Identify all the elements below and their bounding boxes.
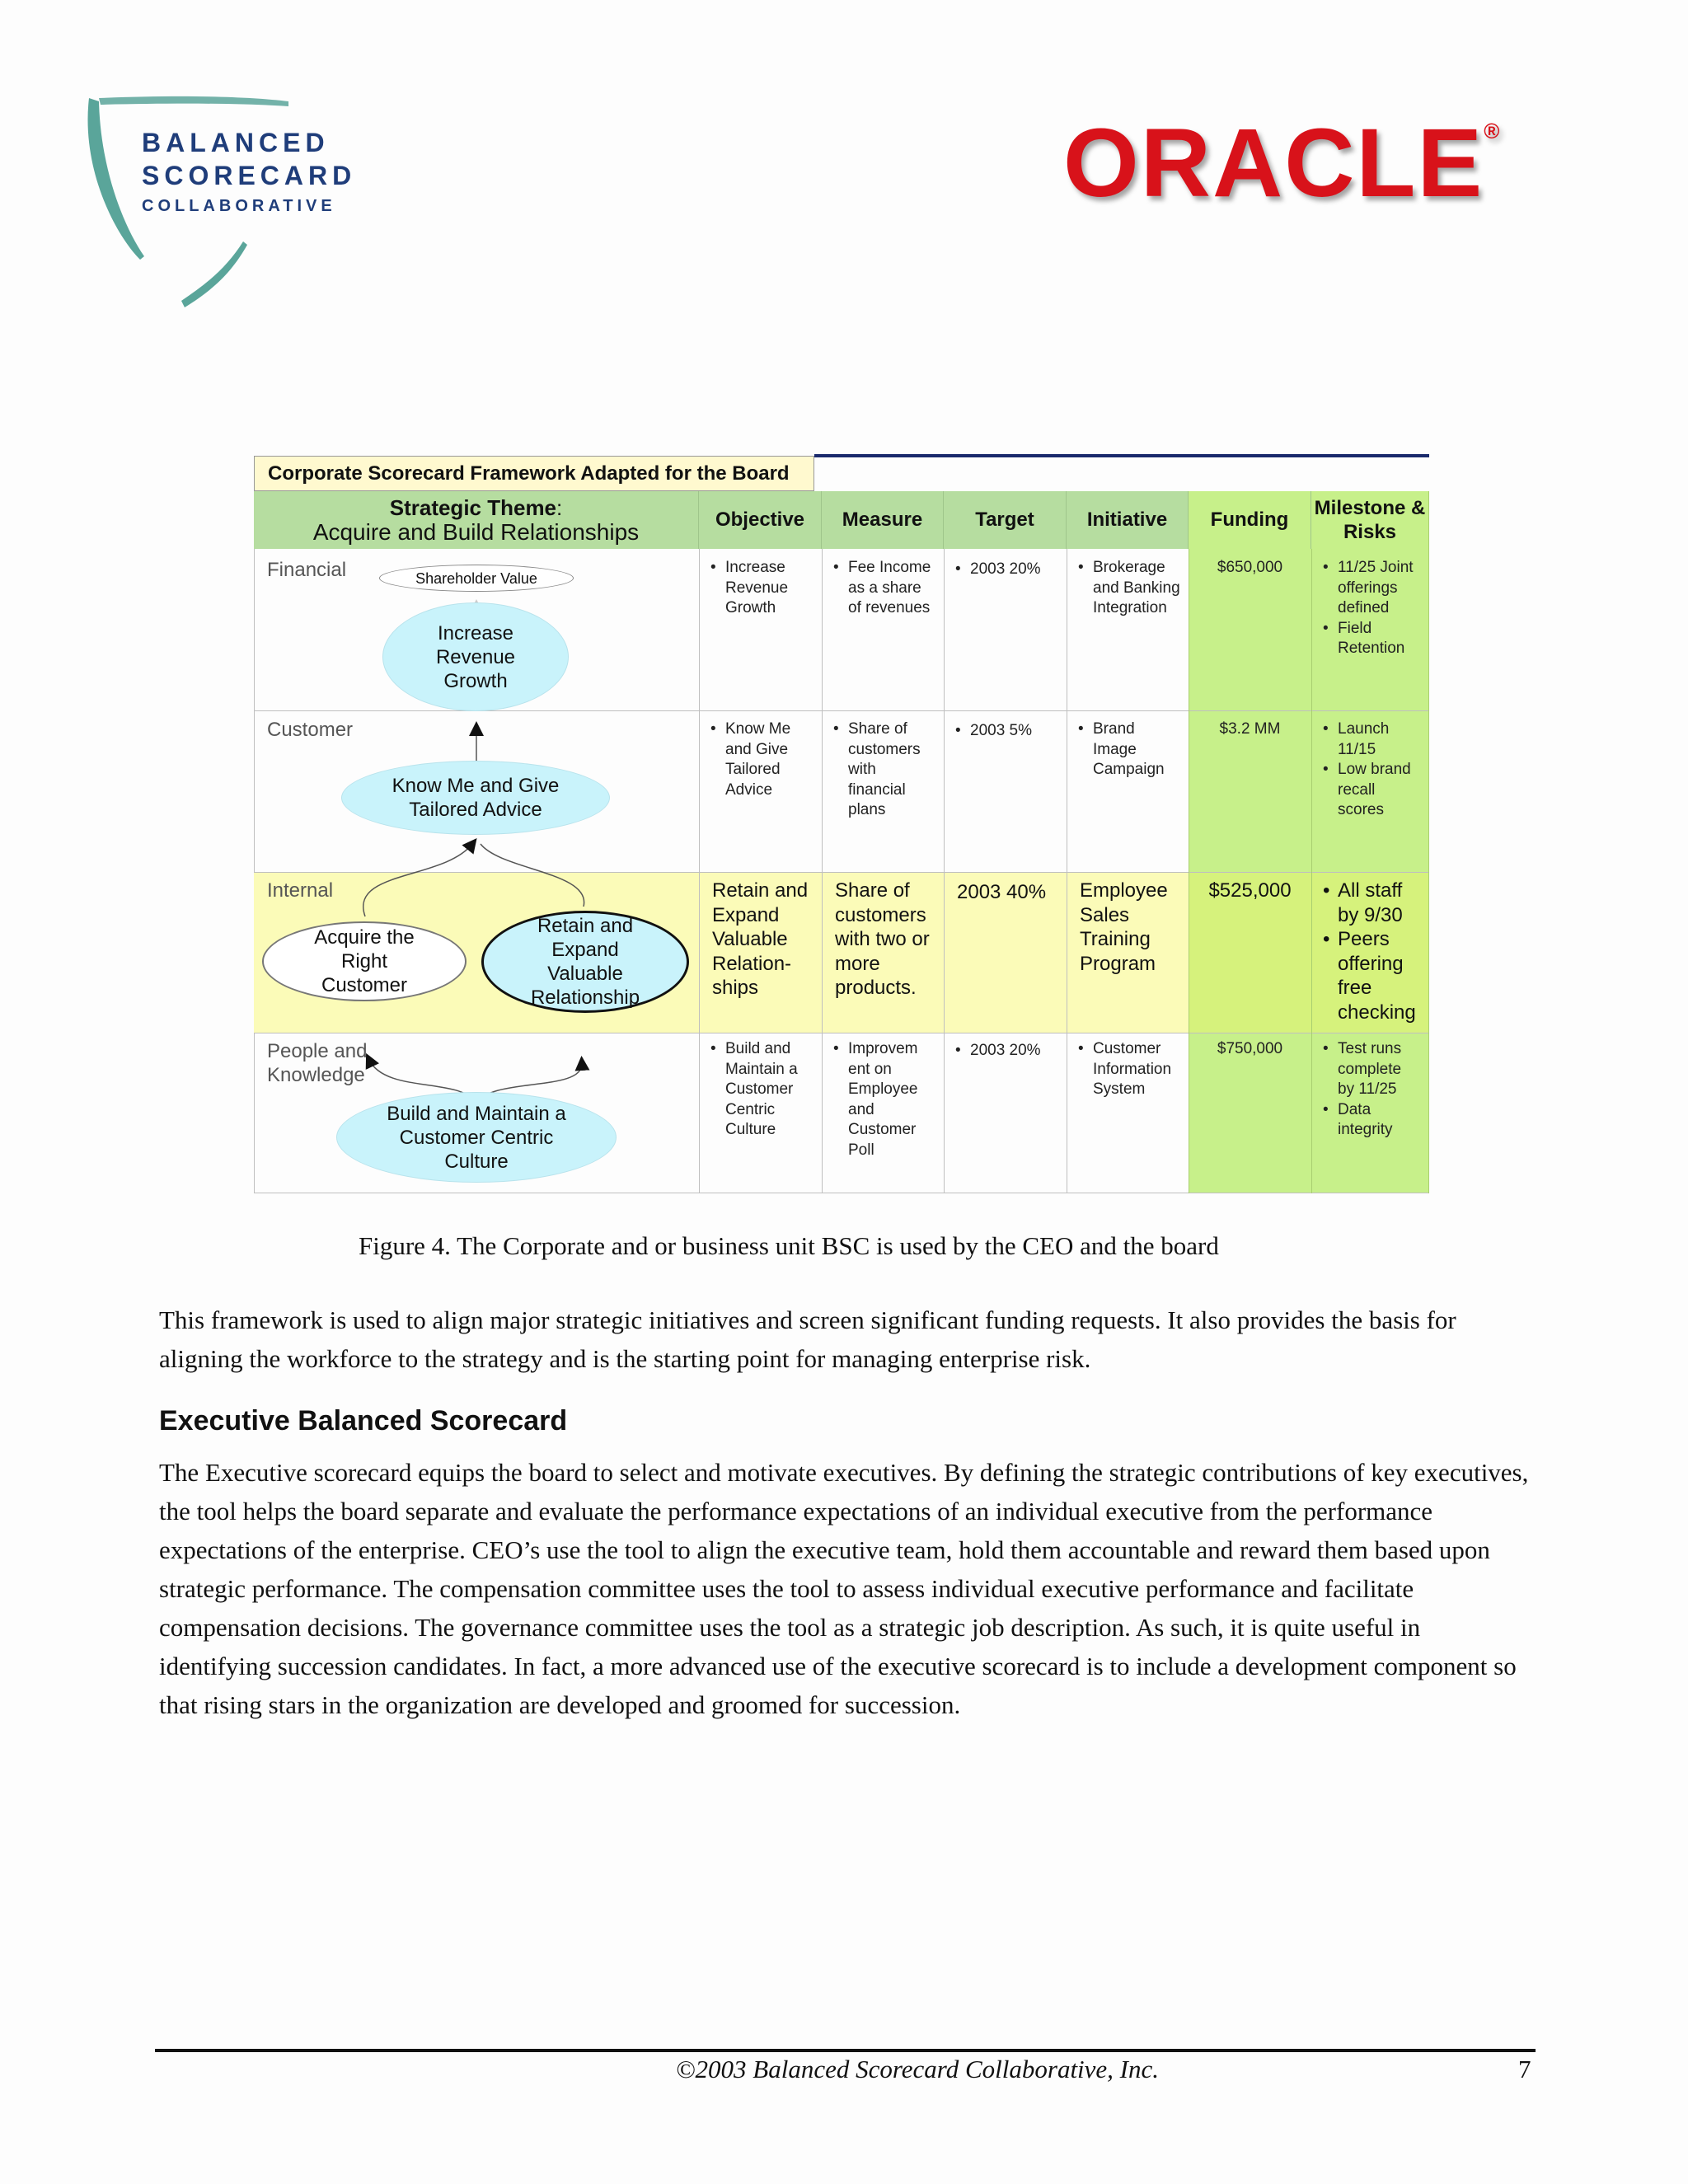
bsc-logo-line3: COLLABORATIVE bbox=[142, 197, 336, 215]
bsc-logo bbox=[82, 95, 363, 317]
body-paragraph-2: The Executive scorecard equips the board to select and motivate executives. By defining the strategic contributions of key executives, the tool helps the board separate and evaluate the performance expectations of an individual executive from the performance expectations of the enterprise. CEO’s use the tool to align the executive team, hold them accountable and reward them based upon strategic performance. The compensation committee uses the tool to assess individual executive performance and facilitate compensation decisions. The governance committee uses the tool as a strategic job description. As such, it is quite useful in identifying succession candidates. In fact, a more advanced use of the executive scorecard is to include a development component so that rising stars in the organization are developed and groomed for succession. bbox=[159, 1458, 1529, 1719]
oracle-logo-text: ORACLE bbox=[1063, 109, 1484, 218]
col-objective: Objective bbox=[699, 491, 822, 549]
row1-milestones: • 11/25 Joint offerings defined • Field Retention bbox=[1323, 558, 1422, 659]
scorecard-figure bbox=[254, 456, 1437, 1193]
bsc-logo-line1: BALANCED bbox=[142, 128, 330, 157]
col-milestones: Milestone & Risks bbox=[1311, 491, 1429, 549]
row4-initiative: • Customer Information System bbox=[1078, 1039, 1182, 1100]
shareholder-value-node: Shareholder Value bbox=[379, 565, 574, 592]
footer-copyright: ©2003 Balanced Scorecard Collaborative, Inc. bbox=[676, 2055, 1160, 2083]
col-divider bbox=[699, 549, 700, 1193]
figure-caption: Figure 4. The Corporate and or business unit BSC is used by the CEO and the board bbox=[359, 1231, 1219, 1260]
increase-revenue-node: Increase Revenue Growth bbox=[382, 602, 569, 711]
build-culture-node: Build and Maintain a Customer Centric Culture bbox=[336, 1092, 617, 1183]
row1-target: • 2003 20% bbox=[955, 560, 1062, 580]
row3-initiative: Employee Sales Training Program bbox=[1080, 879, 1168, 975]
row2-objective: • Know Me and Give Tailored Advice bbox=[710, 719, 814, 800]
col-initiative: Initiative bbox=[1067, 491, 1189, 549]
row3-funding: $525,000 bbox=[1208, 879, 1292, 902]
row4-objective: • Build and Maintain a Customer Centric Culture bbox=[710, 1039, 814, 1141]
theme-label: Strategic Theme bbox=[389, 495, 557, 520]
section-heading: Executive Balanced Scorecard bbox=[159, 1405, 568, 1436]
know-me-node: Know Me and Give Tailored Advice bbox=[341, 761, 610, 835]
row4-measure: • Improvem ent on Employee and Customer Poll bbox=[833, 1039, 937, 1160]
row2-initiative: • Brand Image Campaign bbox=[1078, 719, 1182, 780]
row2-target: • 2003 5% bbox=[955, 721, 1062, 742]
row3-target: 2003 40% bbox=[957, 881, 1047, 903]
bsc-logo-line2: SCORECARD bbox=[142, 161, 357, 190]
row1-measure: • Fee Income as a share of revenues bbox=[833, 558, 937, 619]
col-divider bbox=[1311, 549, 1312, 1193]
body-paragraph-1: This framework is used to align major strategic initiatives and screen significant funding requests. It also provides the basis for aligning the workforce to the strategy and is the starting point for managing enterprise risk. bbox=[159, 1305, 1456, 1373]
figure-title: Corporate Scorecard Framework Adapted for the Board bbox=[254, 456, 814, 491]
perspective-people: People and Knowledge bbox=[267, 1040, 368, 1086]
row2-milestones: • Launch 11/15 • Low brand recall scores bbox=[1323, 719, 1422, 821]
col-divider bbox=[944, 549, 945, 1193]
theme-name: Acquire and Build Relationships bbox=[312, 519, 640, 545]
oracle-logo bbox=[1063, 107, 1501, 219]
row3-milestones: • All staff by 9/30 • Peers offering free checking bbox=[1323, 879, 1427, 1024]
row3-measure: Share of customers with two or more products. bbox=[835, 879, 930, 999]
theme-colon: : bbox=[556, 495, 563, 520]
col-funding: Funding bbox=[1189, 491, 1311, 549]
oracle-registered-mark: ® bbox=[1484, 119, 1502, 143]
perspective-internal: Internal bbox=[267, 879, 334, 902]
page-number: 7 bbox=[1518, 2055, 1531, 2083]
title-rule bbox=[814, 454, 1429, 457]
row2-funding: $3.2 MM bbox=[1219, 720, 1281, 738]
col-target: Target bbox=[944, 491, 1067, 549]
footer-rule bbox=[155, 2049, 1536, 2052]
row1-objective: • Increase Revenue Growth bbox=[710, 558, 814, 619]
perspective-customer: Customer bbox=[267, 719, 354, 741]
strategic-theme-header bbox=[254, 491, 699, 549]
row3-objective: Retain and Expand Valuable Relation-ships bbox=[712, 879, 809, 999]
perspective-financial: Financial bbox=[267, 559, 347, 581]
retain-expand-node: Retain and Expand Valuable Relationship bbox=[481, 911, 689, 1013]
row4-milestones: • Test runs complete by 11/25 • Data integrity bbox=[1323, 1039, 1422, 1141]
row1-funding: $650,000 bbox=[1217, 559, 1283, 576]
row4-funding: $750,000 bbox=[1217, 1040, 1283, 1057]
col-measure: Measure bbox=[822, 491, 944, 549]
col-divider bbox=[1428, 491, 1429, 1193]
row1-initiative: • Brokerage and Banking Integration bbox=[1078, 558, 1182, 619]
acquire-customer-node: Acquire the Right Customer bbox=[262, 921, 467, 1001]
col-divider bbox=[822, 549, 823, 1193]
row2-measure: • Share of customers with financial plans bbox=[833, 719, 937, 821]
row4-target: • 2003 20% bbox=[955, 1041, 1062, 1062]
